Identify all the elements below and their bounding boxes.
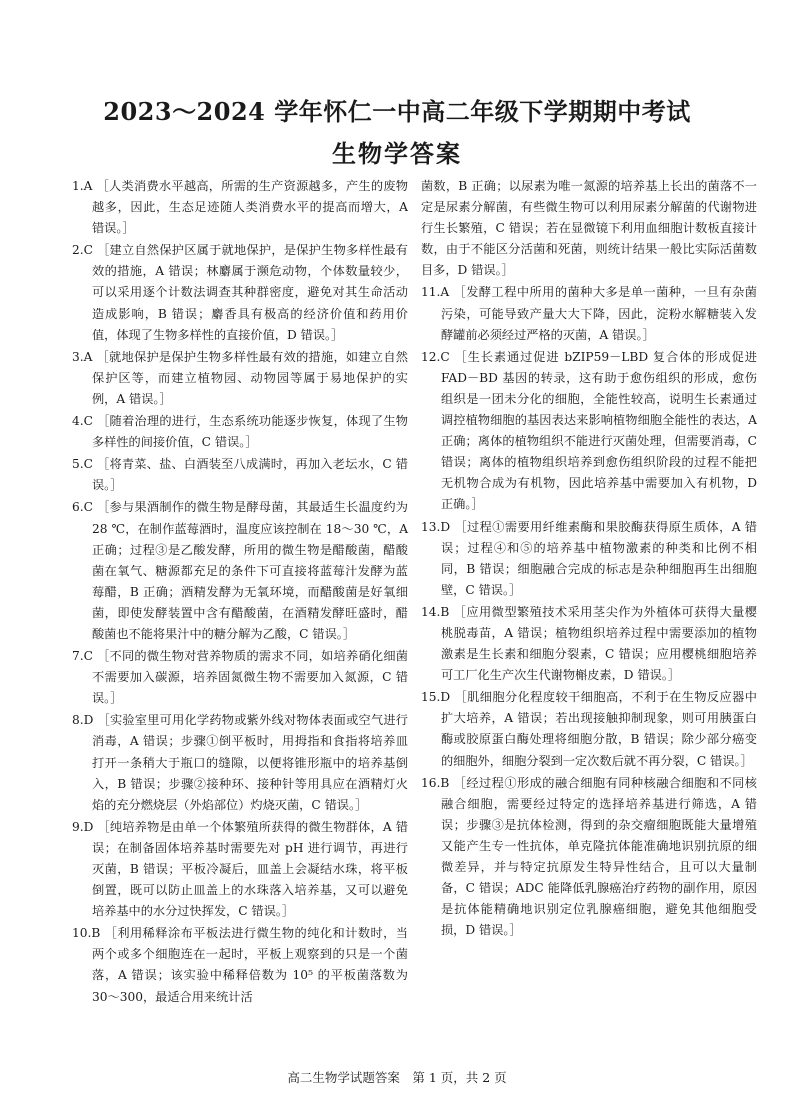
page-subtitle: 生物学答案 [332,139,462,168]
answer-item: 4.C ［随着治理的进行，生态系统功能逐步恢复，体现了生物多样性的间接价值，C 错误。］ [72,414,408,450]
answer-item: 1.A ［人类消费水平越高，所需的生产资源越多，产生的废物越多，因此，生态足迹随人类消费水平的提高而增大，A 错误。］ [72,179,408,236]
answer-item: 8.D ［实验室里可用化学药物或紫外线对物体表面或空气进行消毒，A 错误；步骤①倒平板时，用拇指和食指将培养皿打开一条稍大于瓶口的缝隙，以便将锥形瓶中的培养基倒入，B 错误；步骤②接种环、接种针等用具应在酒精灯火焰的充分燃烧层（外焰部位）灼烧灭菌，C 错误。］ [72,713,408,812]
answer-item: 15.D ［肌细胞分化程度较干细胞高，不利于在生物反应器中扩大培养，A 错误；若出现接触抑制现象，则可用胰蛋白酶或胶原蛋白酶处理将细胞分散，B 错误；除少部分癌变的细胞外，细胞分裂到一定次数后就不再分裂，C 错误。］ [421,690,757,768]
answer-item: 3.A ［就地保护是保护生物多样性最有效的措施，如建立自然保护区等，而建立植物园、动物园等属于易地保护的实例，A 错误。］ [72,349,408,406]
answer-item: 13.D ［过程①需要用纤维素酶和果胶酶获得原生质体，A 错误；过程④和⑤的培养基中植物激素的种类和比例不相同，B 错误；细胞融合完成的标志是杂种细胞再生出细胞壁，C 错误。］ [421,519,757,597]
answer-item: 5.C ［将青菜、盐、白酒装至八成满时，再加入老坛水，C 错误。］ [72,457,408,493]
answer-item: 6.C ［参与果酒制作的微生物是酵母菌，其最适生长温度约为 28 ℃，在制作蓝莓酒时，温度应该控制在 18～30 ℃，A 正确；过程③是乙酸发酵，所用的微生物是醋酸菌，醋酸菌在氧气、糖源都充足的条件下可直接将蓝莓汁发酵为蓝莓醋，B 正确；酒精发酵为无氧环境，而醋酸菌是好氧细菌，即使发酵装置中含有醋酸菌，在酒精发酵旺盛时，醋酸菌也不能将果汁中的糖分解为乙酸，C 错误。］ [72,500,408,641]
answer-item: 11.A ［发酵工程中所用的菌种大多是单一菌种，一旦有杂菌污染，可能导致产量大大下降，因此，淀粉水解糖装入发酵罐前必须经过严格的灭菌，A 错误。］ [421,285,757,342]
page-title: 2023～2024 学年怀仁一中高二年级下学期期中考试 [103,97,691,126]
answer-item: 9.D ［纯培养物是由单一个体繁殖所获得的微生物群体，A 错误；在制备固体培养基时需要先对 pH 进行调节，再进行灭菌，B 错误；平板冷凝后，皿盖上会凝结水珠，将平板倒置，既可以防止皿盖上的水珠落入培养基，又可以避免培养基中的水分过快挥发，C 错误。］ [72,819,408,919]
right-column [421,176,757,942]
answer-continuation: 菌数，B 正确；以尿素为唯一氮源的培养基上长出的菌落不一定是尿素分解菌，有些微生物可以利用尿素分解菌的代谢物进行生长繁殖，C 错误；若在显微镜下利用血细胞计数板直接计数，由于不能区分活菌和死菌，则统计结果一般比实际活菌数目多，D 错误。］ [421,179,757,278]
answer-item: 12.C ［生长素通过促进 bZIP59－LBD 复合体的形成促进 FAD－BD 基因的转录，这有助于愈伤组织的形成，愈伤组织是一团未分化的细胞，全能性较高，说明生长素通过调控植物细胞的基因表达来影响植物细胞全能性的表达，A 正确；离体的植物组织不能进行灭菌处理，但需要消毒，C 错误；离体的植物组织培养到愈伤组织阶段的过程不能把无机物合成为有机物，因此培养基中需要加入有机物，D 正确。］ [421,349,757,512]
left-column [72,176,408,1009]
page-footer: 高二生物学试题答案 第 1 页，共 2 页 [287,1070,507,1085]
answer-item: 2.C ［建立自然保护区属于就地保护，是保护生物多样性最有效的措施，A 错误；林麝属于濒危动物，个体数量较少，可以采用逐个计数法调查其种群密度，避免对其生命活动造成影响，B 错误；麝香具有极高的经济价值和药用价值，体现了生物多样性的直接价值，D 错误。］ [72,243,408,342]
answer-item: 14.B ［应用微型繁殖技术采用茎尖作为外植体可获得大量樱桃脱毒苗，A 错误；植物组织培养过程中需要添加的植物激素是生长素和细胞分裂素，C 错误；应用樱桃细胞培养可工厂化生产次生代谢物槲皮素，D 错误。］ [421,604,757,683]
answer-item: 7.C ［不同的微生物对营养物质的需求不同，如培养硝化细菌不需要加入碳源，培养固氮微生物不需要加入氮源，C 错误。］ [72,649,408,706]
answer-item: 10.B ［利用稀释涂布平板法进行微生物的纯化和计数时，当两个或多个细胞连在一起时，平板上观察到的只是一个菌落，A 错误；该实验中稀释倍数为 10⁵ 的平板菌落数为 30～300，最适合用来统计活 [72,926,408,1004]
answer-item: 16.B ［经过程①形成的融合细胞有同种核融合细胞和不同核融合细胞，需要经过特定的选择培养基进行筛选，A 错误；步骤③是抗体检测，得到的杂交瘤细胞既能大量增殖又能产生专一性抗体，单克隆抗体能准确地识别抗原的细微差异，并与特定抗原发生特异性结合，且可以大量制备，C 错误；ADC 能降低乳腺癌治疗药物的副作用，原因是抗体能精确地识别定位乳腺癌细胞，避免其他细胞受损，D 错误。］ [421,775,757,938]
